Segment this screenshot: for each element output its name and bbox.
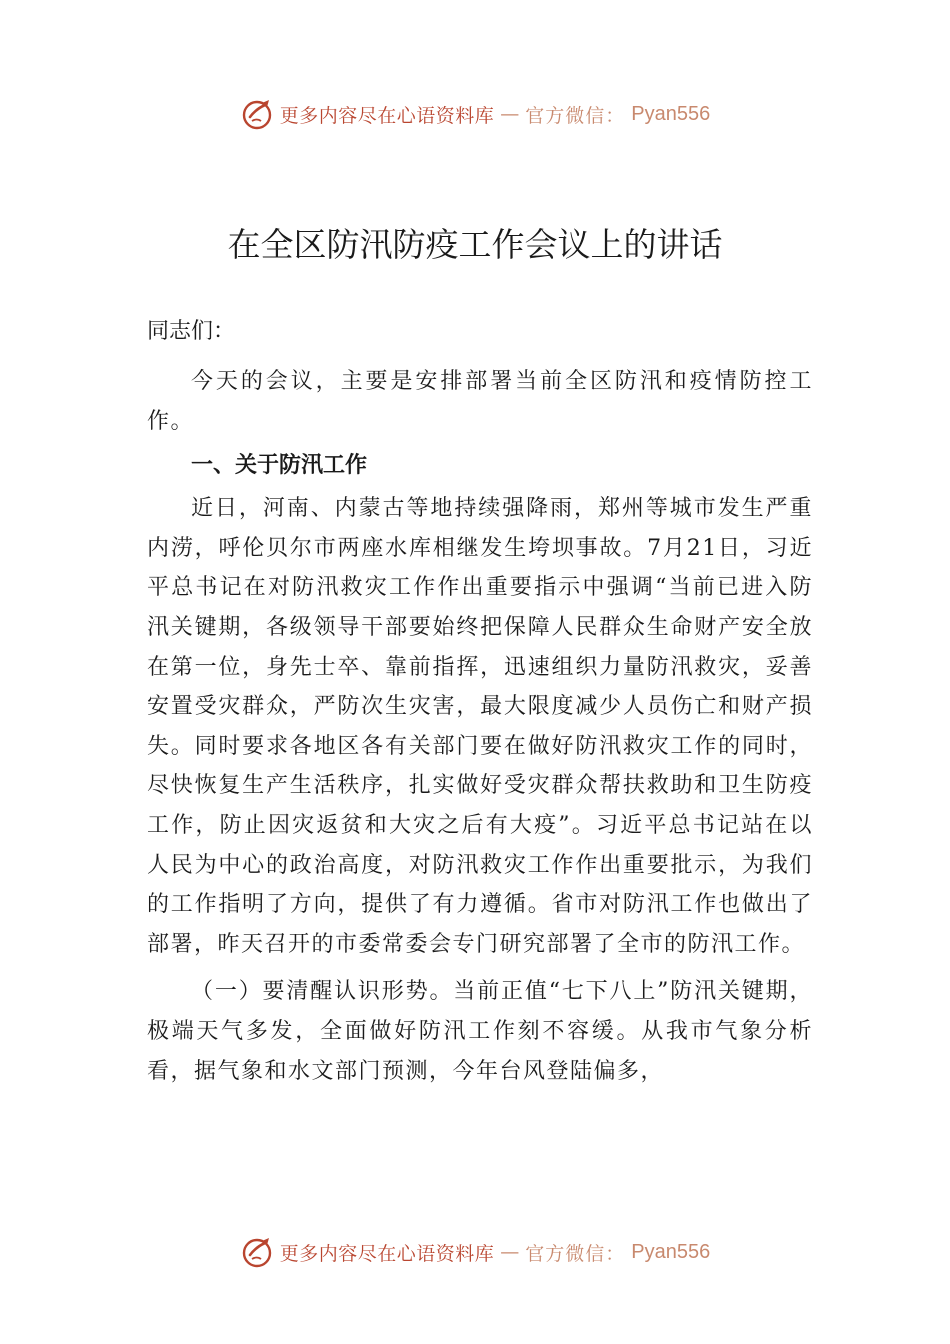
section-paragraph: 近日，河南、内蒙古等地持续强降雨，郑州等城市发生严重内涝，呼伦贝尔市两座水库相继发生垮坝事故。7月21日，习近平总书记在对防汛救灾工作作出重要指示中强调“当前已进入防汛关键期，各级领导干部要始终把保障人民群众生命财产安全放在第一位，身先士卒、靠前指挥，迅速组织力量防汛救灾，妥善安置受灾群众，严防次生灾害，最大限度减少人员伤亡和财产损失。同时要求各地区各有关部门要在做好防汛救灾工作的同时，尽快恢复生产生活秩序，扎实做好受灾群众帮扶救助和卫生防疫工作，防止因灾返贫和大灾之后有大疫”。习近平总书记站在以人民为中心的政治高度，对防汛救灾工作作出重要批示，为我们的工作指明了方向，提供了有力遵循。省市对防汛工作也做出了部署，昨天召开的市委常委会专门研究部署了全市的防汛工作。 — [147, 496, 813, 957]
watermark-separator: — — [500, 1241, 520, 1263]
watermark-separator: — — [500, 103, 520, 125]
document-body — [147, 312, 813, 1091]
pen-seal-logo-icon — [240, 1235, 274, 1269]
watermark-contact-id: Pyan556 — [631, 102, 711, 125]
watermark-contact-label: 官方微信： — [525, 1242, 626, 1265]
watermark-header — [0, 94, 950, 134]
document-title: 在全区防汛防疫工作会议上的讲话 — [227, 225, 723, 264]
watermark-brand: 更多内容尽在心语资料库 — [279, 1242, 495, 1265]
watermark-footer — [0, 1232, 950, 1272]
watermark-contact-label: 官方微信： — [525, 104, 626, 127]
pen-seal-logo-icon — [240, 97, 274, 131]
subsection-paragraph: （一）要清醒认识形势。当前正值“七下八上”防汛关键期，极端天气多发，全面做好防汛工作刻不容缓。从我市气象分析看，据气象和水文部门预测，今年台风登陆偏多， — [147, 979, 813, 1084]
salutation: 同志们： — [147, 319, 236, 344]
section-heading: 一、关于防汛工作 — [191, 453, 368, 479]
watermark-contact-id: Pyan556 — [631, 1240, 711, 1263]
intro-paragraph: 今天的会议，主要是安排部署当前全区防汛和疫情防控工作。 — [147, 369, 813, 434]
watermark-brand: 更多内容尽在心语资料库 — [279, 104, 495, 127]
